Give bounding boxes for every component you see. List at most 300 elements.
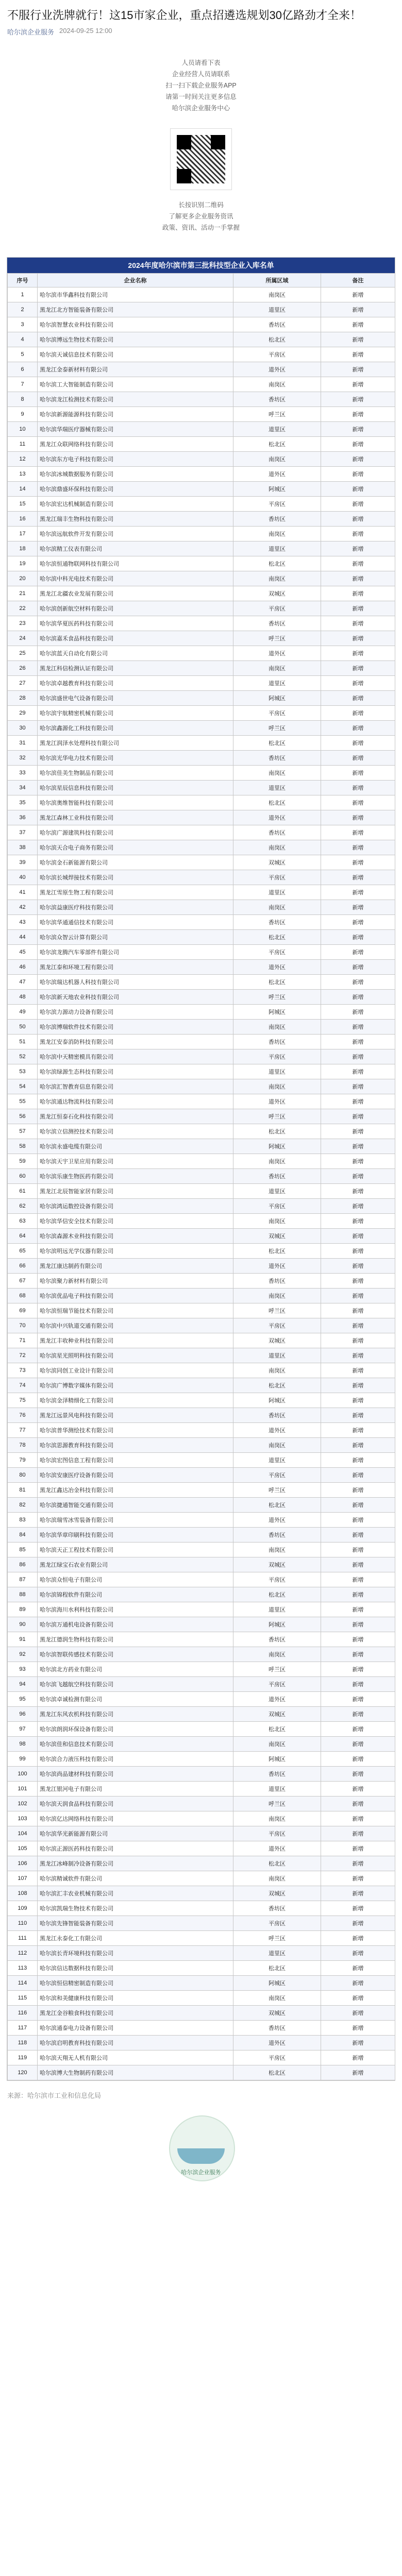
cell-note: 新增 bbox=[321, 915, 395, 930]
cell-note: 新增 bbox=[321, 1722, 395, 1737]
table-row bbox=[8, 302, 395, 317]
cell-index: 93 bbox=[8, 1662, 38, 1677]
cell-index: 16 bbox=[8, 512, 38, 527]
cell-company-name: 哈尔滨创新航空材料有限公司 bbox=[38, 601, 233, 616]
cell-index: 37 bbox=[8, 825, 38, 840]
cell-note: 新增 bbox=[321, 392, 395, 407]
cell-district: 南岗区 bbox=[233, 1811, 321, 1826]
cell-note: 新增 bbox=[321, 676, 395, 691]
cell-company-name: 哈尔滨普华测绘技术有限公司 bbox=[38, 1423, 233, 1438]
table-row bbox=[8, 1617, 395, 1632]
table-row bbox=[8, 1513, 395, 1528]
cell-note: 新增 bbox=[321, 2006, 395, 2021]
table-row bbox=[8, 855, 395, 870]
cell-index: 91 bbox=[8, 1632, 38, 1647]
cell-note: 新增 bbox=[321, 885, 395, 900]
cell-index: 86 bbox=[8, 1557, 38, 1572]
cell-company-name: 哈尔滨汇智教育信息有限公司 bbox=[38, 1079, 233, 1094]
table-row bbox=[8, 1453, 395, 1468]
cell-district: 阿城区 bbox=[233, 1617, 321, 1632]
cell-company-name: 黑龙江金泰新材料有限公司 bbox=[38, 362, 233, 377]
table-row bbox=[8, 1363, 395, 1378]
cell-company-name: 哈尔滨众智云计算有限公司 bbox=[38, 930, 233, 945]
cell-note: 新增 bbox=[321, 1557, 395, 1572]
cell-note: 新增 bbox=[321, 467, 395, 482]
table-row bbox=[8, 676, 395, 691]
cell-note: 新增 bbox=[321, 1602, 395, 1617]
qr-code[interactable] bbox=[170, 128, 232, 190]
cell-district: 平房区 bbox=[233, 706, 321, 721]
cell-note: 新增 bbox=[321, 317, 395, 332]
cell-company-name: 哈尔滨奥维智能科技有限公司 bbox=[38, 795, 233, 810]
cell-note: 新增 bbox=[321, 452, 395, 467]
cell-index: 111 bbox=[8, 1931, 38, 1946]
cell-index: 73 bbox=[8, 1363, 38, 1378]
cell-index: 21 bbox=[8, 586, 38, 601]
cell-district: 香坊区 bbox=[233, 751, 321, 766]
cell-note: 新增 bbox=[321, 1707, 395, 1722]
cell-district: 平房区 bbox=[233, 1468, 321, 1483]
cell-index: 36 bbox=[8, 810, 38, 825]
table-row bbox=[8, 571, 395, 586]
cell-index: 88 bbox=[8, 1587, 38, 1602]
cell-note: 新增 bbox=[321, 1946, 395, 1961]
cell-note: 新增 bbox=[321, 751, 395, 766]
table-row bbox=[8, 840, 395, 855]
cell-note: 新增 bbox=[321, 1483, 395, 1498]
cell-company-name: 哈尔滨启明教育科技有限公司 bbox=[38, 2036, 233, 2050]
cell-company-name: 哈尔滨立信测控技术有限公司 bbox=[38, 1124, 233, 1139]
cell-index: 46 bbox=[8, 960, 38, 975]
cell-company-name: 哈尔滨中天精密模具有限公司 bbox=[38, 1049, 233, 1064]
cell-district: 道里区 bbox=[233, 1453, 321, 1468]
table-row bbox=[8, 1049, 395, 1064]
cell-company-name: 哈尔滨天诚信息技术有限公司 bbox=[38, 347, 233, 362]
cell-district: 南岗区 bbox=[233, 1079, 321, 1094]
cell-note: 新增 bbox=[321, 1438, 395, 1453]
cell-company-name: 哈尔滨东方电子科技有限公司 bbox=[38, 452, 233, 467]
table-row bbox=[8, 287, 395, 302]
cell-company-name: 哈尔滨同创工业设计有限公司 bbox=[38, 1363, 233, 1378]
table-row bbox=[8, 900, 395, 915]
cell-district: 平房区 bbox=[233, 870, 321, 885]
cell-note: 新增 bbox=[321, 1647, 395, 1662]
cell-index: 70 bbox=[8, 1318, 38, 1333]
cell-index: 54 bbox=[8, 1079, 38, 1094]
cell-note: 新增 bbox=[321, 736, 395, 751]
cell-note: 新增 bbox=[321, 1348, 395, 1363]
table-row bbox=[8, 721, 395, 736]
table-row bbox=[8, 1169, 395, 1184]
cell-company-name: 黑龙江永泰化工有限公司 bbox=[38, 1931, 233, 1946]
table-row bbox=[8, 2050, 395, 2065]
cell-district: 阿城区 bbox=[233, 1005, 321, 1020]
cell-note: 新增 bbox=[321, 1453, 395, 1468]
cell-district: 道里区 bbox=[233, 676, 321, 691]
table-row bbox=[8, 422, 395, 437]
cell-index: 56 bbox=[8, 1109, 38, 1124]
table-row bbox=[8, 1214, 395, 1229]
cell-district: 呼兰区 bbox=[233, 631, 321, 646]
cell-company-name: 哈尔滨华瑞医疗器械有限公司 bbox=[38, 422, 233, 437]
cell-company-name: 哈尔滨恒通物联网科技有限公司 bbox=[38, 556, 233, 571]
cell-index: 67 bbox=[8, 1274, 38, 1289]
cell-note: 新增 bbox=[321, 1079, 395, 1094]
table-row bbox=[8, 1782, 395, 1797]
cell-company-name: 哈尔滨天润食品科技有限公司 bbox=[38, 1797, 233, 1811]
cell-company-name: 哈尔滨新源能源科技有限公司 bbox=[38, 407, 233, 422]
table-row bbox=[8, 1094, 395, 1109]
cell-index: 2 bbox=[8, 302, 38, 317]
cell-note: 新增 bbox=[321, 1408, 395, 1423]
cell-note: 新增 bbox=[321, 407, 395, 422]
cell-note: 新增 bbox=[321, 1214, 395, 1229]
cell-note: 新增 bbox=[321, 601, 395, 616]
cell-index: 14 bbox=[8, 482, 38, 497]
cell-district: 松北区 bbox=[233, 1722, 321, 1737]
table-row bbox=[8, 1020, 395, 1035]
cell-note: 新增 bbox=[321, 556, 395, 571]
cell-index: 31 bbox=[8, 736, 38, 751]
intro-line: 政策、资讯、活动一手掌握 bbox=[162, 224, 240, 231]
table-row bbox=[8, 1587, 395, 1602]
cell-district: 南岗区 bbox=[233, 287, 321, 302]
cell-district: 松北区 bbox=[233, 1498, 321, 1513]
table-row bbox=[8, 1154, 395, 1169]
cell-district: 阿城区 bbox=[233, 1752, 321, 1767]
cell-company-name: 哈尔滨瑞达机器人科技有限公司 bbox=[38, 975, 233, 990]
cell-company-name: 哈尔滨金石新能源有限公司 bbox=[38, 855, 233, 870]
table-row bbox=[8, 1946, 395, 1961]
cell-index: 1 bbox=[8, 287, 38, 302]
cell-note: 新增 bbox=[321, 1094, 395, 1109]
cell-index: 22 bbox=[8, 601, 38, 616]
table-row bbox=[8, 437, 395, 452]
cell-company-name: 黑龙江康达制药有限公司 bbox=[38, 1259, 233, 1274]
table-row bbox=[8, 1483, 395, 1498]
cell-note: 新增 bbox=[321, 766, 395, 781]
cell-note: 新增 bbox=[321, 1767, 395, 1782]
cell-note: 新增 bbox=[321, 616, 395, 631]
cell-index: 7 bbox=[8, 377, 38, 392]
table-row bbox=[8, 1005, 395, 1020]
cell-index: 13 bbox=[8, 467, 38, 482]
cell-note: 新增 bbox=[321, 1528, 395, 1543]
cell-note: 新增 bbox=[321, 1662, 395, 1677]
cell-company-name: 哈尔滨正源医药科技有限公司 bbox=[38, 1841, 233, 1856]
cell-company-name: 哈尔滨中科光电技术有限公司 bbox=[38, 571, 233, 586]
cell-company-name: 黑龙江泰和环境工程有限公司 bbox=[38, 960, 233, 975]
cell-company-name: 哈尔滨华光新能源有限公司 bbox=[38, 1826, 233, 1841]
table-row bbox=[8, 1722, 395, 1737]
cell-district: 松北区 bbox=[233, 930, 321, 945]
cell-district: 平房区 bbox=[233, 1318, 321, 1333]
cell-index: 20 bbox=[8, 571, 38, 586]
table-row bbox=[8, 751, 395, 766]
cell-note: 新增 bbox=[321, 1124, 395, 1139]
cell-note: 新增 bbox=[321, 1826, 395, 1841]
cell-index: 116 bbox=[8, 2006, 38, 2021]
cell-index: 99 bbox=[8, 1752, 38, 1767]
table-row bbox=[8, 691, 395, 706]
cell-index: 30 bbox=[8, 721, 38, 736]
cell-note: 新增 bbox=[321, 1797, 395, 1811]
cell-index: 12 bbox=[8, 452, 38, 467]
cell-company-name: 哈尔滨龙腾汽车零部件有限公司 bbox=[38, 945, 233, 960]
cell-note: 新增 bbox=[321, 840, 395, 855]
article-title: 不服行业洗牌就行！这15市家企业，重点招遴选规划30亿路劲才全来！ bbox=[7, 9, 361, 22]
table-row bbox=[8, 1677, 395, 1692]
cell-note: 新增 bbox=[321, 1916, 395, 1931]
cell-company-name: 哈尔滨宏图信息工程有限公司 bbox=[38, 1453, 233, 1468]
cell-note: 新增 bbox=[321, 482, 395, 497]
intro-line: 了解更多企业服务资讯 bbox=[169, 213, 233, 220]
cell-note: 新增 bbox=[321, 990, 395, 1005]
cell-note: 新增 bbox=[321, 1423, 395, 1438]
cell-company-name: 黑龙江润泽水处理科技有限公司 bbox=[38, 736, 233, 751]
cell-company-name: 哈尔滨飞越航空科技有限公司 bbox=[38, 1677, 233, 1692]
cell-index: 97 bbox=[8, 1722, 38, 1737]
cell-company-name: 哈尔滨通达物流科技有限公司 bbox=[38, 1094, 233, 1109]
cell-district: 道外区 bbox=[233, 1259, 321, 1274]
cell-note: 新增 bbox=[321, 1393, 395, 1408]
cell-note: 新增 bbox=[321, 2021, 395, 2036]
cell-district: 松北区 bbox=[233, 332, 321, 347]
cell-note: 新增 bbox=[321, 1049, 395, 1064]
cell-district: 南岗区 bbox=[233, 571, 321, 586]
table-body bbox=[8, 287, 395, 2080]
cell-index: 118 bbox=[8, 2036, 38, 2050]
cell-district: 平房区 bbox=[233, 1572, 321, 1587]
cell-note: 新增 bbox=[321, 302, 395, 317]
cell-district: 平房区 bbox=[233, 1826, 321, 1841]
cell-district: 道里区 bbox=[233, 1064, 321, 1079]
cell-note: 新增 bbox=[321, 1035, 395, 1049]
cell-index: 9 bbox=[8, 407, 38, 422]
cell-company-name: 哈尔滨凯瑞生物技术有限公司 bbox=[38, 1901, 233, 1916]
table-row bbox=[8, 616, 395, 631]
intro-line: 企业经营人员请联系 bbox=[172, 71, 230, 78]
cell-index: 43 bbox=[8, 915, 38, 930]
intro-line: 扫一扫下载企业服务APP bbox=[165, 82, 237, 89]
cell-district: 松北区 bbox=[233, 975, 321, 990]
cell-index: 3 bbox=[8, 317, 38, 332]
table-row bbox=[8, 601, 395, 616]
cell-company-name: 哈尔滨优品电子科技有限公司 bbox=[38, 1289, 233, 1303]
cell-index: 105 bbox=[8, 1841, 38, 1856]
cell-district: 阿城区 bbox=[233, 691, 321, 706]
table-row bbox=[8, 825, 395, 840]
cell-index: 69 bbox=[8, 1303, 38, 1318]
cell-district: 道外区 bbox=[233, 1423, 321, 1438]
table-row bbox=[8, 467, 395, 482]
cell-note: 新增 bbox=[321, 586, 395, 601]
cell-company-name: 哈尔滨精工仪表有限公司 bbox=[38, 541, 233, 556]
cell-index: 115 bbox=[8, 1991, 38, 2006]
cell-index: 114 bbox=[8, 1976, 38, 1991]
cell-index: 102 bbox=[8, 1797, 38, 1811]
table-row bbox=[8, 1976, 395, 1991]
intro-line: 哈尔滨企业服务中心 bbox=[172, 105, 230, 112]
cell-note: 新增 bbox=[321, 287, 395, 302]
table-row bbox=[8, 1692, 395, 1707]
cell-index: 6 bbox=[8, 362, 38, 377]
cell-index: 29 bbox=[8, 706, 38, 721]
cell-note: 新增 bbox=[321, 422, 395, 437]
cell-note: 新增 bbox=[321, 541, 395, 556]
table-row bbox=[8, 1856, 395, 1871]
cell-district: 南岗区 bbox=[233, 1363, 321, 1378]
cell-note: 新增 bbox=[321, 512, 395, 527]
table-row bbox=[8, 1303, 395, 1318]
cell-company-name: 黑龙江北方智能装备有限公司 bbox=[38, 302, 233, 317]
table-row bbox=[8, 1572, 395, 1587]
cell-note: 新增 bbox=[321, 437, 395, 452]
table-row bbox=[8, 1259, 395, 1274]
table-row bbox=[8, 332, 395, 347]
cell-note: 新增 bbox=[321, 1692, 395, 1707]
cell-index: 98 bbox=[8, 1737, 38, 1752]
cell-district: 南岗区 bbox=[233, 840, 321, 855]
cell-index: 19 bbox=[8, 556, 38, 571]
cell-district: 南岗区 bbox=[233, 527, 321, 541]
cell-company-name: 黑龙江鑫达冶金科技有限公司 bbox=[38, 1483, 233, 1498]
article-author[interactable]: 哈尔滨企业服务 bbox=[7, 28, 55, 36]
cell-company-name: 哈尔滨益康医疗科技有限公司 bbox=[38, 900, 233, 915]
cell-note: 新增 bbox=[321, 2050, 395, 2065]
table-row bbox=[8, 1647, 395, 1662]
table-row bbox=[8, 945, 395, 960]
cell-note: 新增 bbox=[321, 347, 395, 362]
cell-district: 松北区 bbox=[233, 1961, 321, 1976]
cell-company-name: 哈尔滨博远生物技术有限公司 bbox=[38, 332, 233, 347]
cell-company-name: 哈尔滨星辰信息科技有限公司 bbox=[38, 781, 233, 795]
table-row bbox=[8, 541, 395, 556]
cell-note: 新增 bbox=[321, 930, 395, 945]
cell-index: 87 bbox=[8, 1572, 38, 1587]
cell-note: 新增 bbox=[321, 870, 395, 885]
table-row bbox=[8, 1662, 395, 1677]
cell-company-name: 哈尔滨盛世电气设备有限公司 bbox=[38, 691, 233, 706]
cell-district: 双城区 bbox=[233, 855, 321, 870]
table-row bbox=[8, 766, 395, 781]
table-row bbox=[8, 1124, 395, 1139]
cell-district: 南岗区 bbox=[233, 1543, 321, 1557]
cell-company-name: 哈尔滨长青环境科技有限公司 bbox=[38, 1946, 233, 1961]
cell-index: 66 bbox=[8, 1259, 38, 1274]
table-row bbox=[8, 1244, 395, 1259]
cell-index: 51 bbox=[8, 1035, 38, 1049]
cell-index: 34 bbox=[8, 781, 38, 795]
cell-company-name: 黑龙江金谷粮食科技有限公司 bbox=[38, 2006, 233, 2021]
cell-district: 平房区 bbox=[233, 601, 321, 616]
cell-district: 双城区 bbox=[233, 1557, 321, 1572]
cell-note: 新增 bbox=[321, 2065, 395, 2080]
cell-district: 道外区 bbox=[233, 1094, 321, 1109]
table-row bbox=[8, 1333, 395, 1348]
cell-note: 新增 bbox=[321, 1289, 395, 1303]
cell-district: 松北区 bbox=[233, 437, 321, 452]
cell-district: 南岗区 bbox=[233, 1214, 321, 1229]
cell-index: 18 bbox=[8, 541, 38, 556]
cell-district: 双城区 bbox=[233, 1229, 321, 1244]
cell-company-name: 哈尔滨广源建筑科技有限公司 bbox=[38, 825, 233, 840]
cell-index: 77 bbox=[8, 1423, 38, 1438]
cell-index: 4 bbox=[8, 332, 38, 347]
cell-index: 68 bbox=[8, 1289, 38, 1303]
cell-index: 79 bbox=[8, 1453, 38, 1468]
cell-index: 61 bbox=[8, 1184, 38, 1199]
cell-index: 65 bbox=[8, 1244, 38, 1259]
cell-district: 呼兰区 bbox=[233, 1931, 321, 1946]
cell-index: 83 bbox=[8, 1513, 38, 1528]
cell-note: 新增 bbox=[321, 1856, 395, 1871]
cell-index: 74 bbox=[8, 1378, 38, 1393]
cell-index: 106 bbox=[8, 1856, 38, 1871]
cell-index: 33 bbox=[8, 766, 38, 781]
table-row bbox=[8, 1543, 395, 1557]
cell-note: 新增 bbox=[321, 900, 395, 915]
cell-index: 84 bbox=[8, 1528, 38, 1543]
cell-note: 新增 bbox=[321, 1274, 395, 1289]
cell-company-name: 黑龙江绿宝石农业有限公司 bbox=[38, 1557, 233, 1572]
table-row bbox=[8, 1064, 395, 1079]
cell-district: 呼兰区 bbox=[233, 1303, 321, 1318]
cell-note: 新增 bbox=[321, 945, 395, 960]
cell-note: 新增 bbox=[321, 1199, 395, 1214]
table-row bbox=[8, 1797, 395, 1811]
cell-company-name: 哈尔滨华信安全技术有限公司 bbox=[38, 1214, 233, 1229]
cell-index: 62 bbox=[8, 1199, 38, 1214]
cell-company-name: 黑龙江雪原生物工程有限公司 bbox=[38, 885, 233, 900]
cell-note: 新增 bbox=[321, 691, 395, 706]
cell-index: 49 bbox=[8, 1005, 38, 1020]
article-date: 2024-09-25 12:00 bbox=[59, 27, 112, 35]
cell-company-name: 哈尔滨恒信精密制造有限公司 bbox=[38, 1976, 233, 1991]
cell-district: 双城区 bbox=[233, 1886, 321, 1901]
cell-company-name: 哈尔滨信达数据科技有限公司 bbox=[38, 1961, 233, 1976]
cell-note: 新增 bbox=[321, 975, 395, 990]
cell-company-name: 哈尔滨龙江检测技术有限公司 bbox=[38, 392, 233, 407]
cell-index: 72 bbox=[8, 1348, 38, 1363]
cell-company-name: 哈尔滨捷通智能交通有限公司 bbox=[38, 1498, 233, 1513]
cell-district: 阿城区 bbox=[233, 482, 321, 497]
table-row bbox=[8, 377, 395, 392]
cell-company-name: 黑龙江恒泰石化科技有限公司 bbox=[38, 1109, 233, 1124]
col-header-district: 所属区域 bbox=[233, 274, 321, 287]
cell-district: 香坊区 bbox=[233, 1035, 321, 1049]
cell-note: 新增 bbox=[321, 825, 395, 840]
cell-district: 香坊区 bbox=[233, 1901, 321, 1916]
cell-district: 松北区 bbox=[233, 795, 321, 810]
table-row bbox=[8, 1961, 395, 1976]
cell-company-name: 哈尔滨绿源生态科技有限公司 bbox=[38, 1064, 233, 1079]
cell-company-name: 哈尔滨嘉禾食品科技有限公司 bbox=[38, 631, 233, 646]
cell-district: 香坊区 bbox=[233, 1169, 321, 1184]
cell-district: 平房区 bbox=[233, 1916, 321, 1931]
cell-company-name: 哈尔滨力源动力设备有限公司 bbox=[38, 1005, 233, 1020]
cell-company-name: 哈尔滨光华电力技术有限公司 bbox=[38, 751, 233, 766]
table-row bbox=[8, 556, 395, 571]
cell-district: 道外区 bbox=[233, 2036, 321, 2050]
table-row bbox=[8, 1229, 395, 1244]
cell-index: 45 bbox=[8, 945, 38, 960]
cell-district: 香坊区 bbox=[233, 616, 321, 631]
table-row bbox=[8, 1767, 395, 1782]
cell-note: 新增 bbox=[321, 332, 395, 347]
cell-district: 道里区 bbox=[233, 422, 321, 437]
cell-note: 新增 bbox=[321, 1632, 395, 1647]
